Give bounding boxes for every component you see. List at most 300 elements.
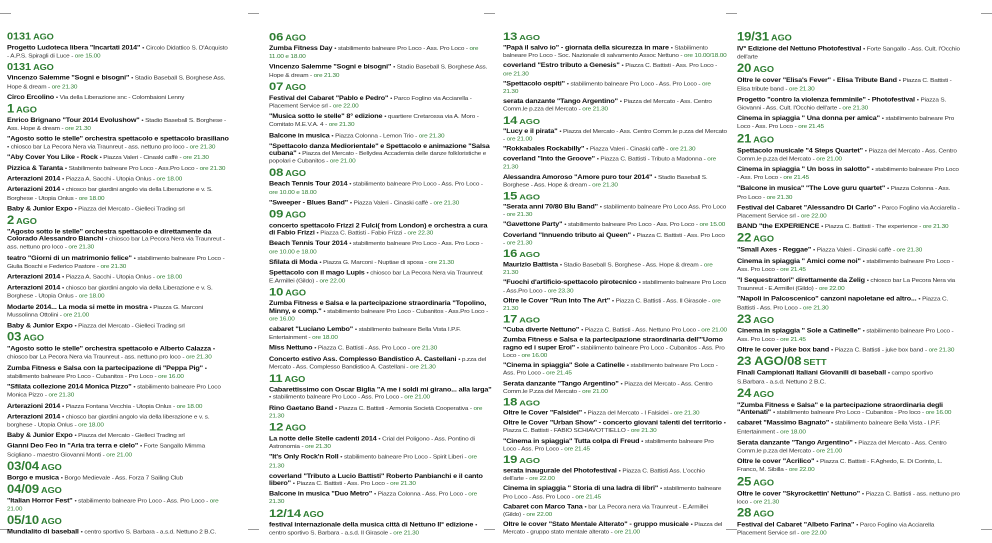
event-time: ore 21.45 [564, 446, 590, 453]
event-title: Pizzica & Taranta [7, 163, 64, 172]
event-time: ore 21.30 [100, 263, 127, 270]
event-item [7, 94, 231, 102]
event-separator: - [323, 122, 329, 129]
event-time: ore 21.30 [183, 154, 209, 161]
event-time: ore 10.00 e 18.00 [269, 248, 317, 255]
event-separator: - [678, 52, 685, 59]
event-time: ore 21.00 [7, 498, 219, 513]
event-item [269, 222, 493, 237]
date-heading [503, 247, 727, 260]
event-separator: - [151, 274, 157, 281]
date-day: 21 [737, 131, 752, 145]
date-day: 05/10 [7, 513, 40, 527]
event-detail: Piazza del Mercato - gruppo stato mentale alterato [503, 522, 723, 536]
event-title: "Cinema in spiaggia" Tutta colpa di Freud [503, 436, 640, 445]
crop-mark-top-left-1 [0, 13, 11, 14]
event-separator: • [854, 439, 859, 446]
event-time: ore 22.00 [526, 511, 553, 518]
event-detail: Piazza Valeri - Cinaski caffè [589, 146, 665, 153]
event-time: ore 23.30 [547, 287, 574, 294]
event-time: ore 18.00 [176, 403, 203, 410]
event-item [269, 181, 493, 197]
event-separator: • [670, 45, 675, 51]
event-title: Zumba Fitness e Salsa e la partecipazione straordinaria dell'"Uomo ragno ed i super Eroi" [503, 336, 723, 351]
event-separator: • [618, 468, 623, 475]
event-item [7, 432, 231, 440]
date-heading [269, 371, 493, 385]
event-item [737, 96, 961, 112]
event-time: ore 21.00 [329, 158, 356, 165]
event-separator: • [212, 346, 215, 353]
event-separator: - [797, 304, 803, 312]
event-title: Oltre le Cover "Run Into The Art" [503, 296, 611, 304]
event-separator: - [774, 266, 781, 273]
event-item [7, 175, 231, 183]
crop-mark-top-left-2 [248, 13, 259, 14]
date-heading [737, 474, 961, 488]
date-day: 24 [737, 386, 752, 400]
event-detail: stabilimento balneare Pro Loco - Ass. Pro Loco [337, 45, 465, 52]
event-item [503, 204, 727, 219]
date-month: AGO [753, 65, 774, 75]
event-item [503, 503, 727, 518]
event-detail: Piazza del Mercato - Bellydea Accademia delle danze folkloristiche e popolari e Cubanitos [269, 150, 487, 165]
event-time: ore 16.00 [269, 316, 295, 323]
date-month: AGO [753, 135, 774, 144]
event-title: Cabarettissimo con Oscar Biglia "A me i soldi mi girano... alla larga" [269, 385, 492, 394]
event-separator: - [795, 213, 801, 220]
event-separator: - [324, 158, 330, 165]
event-title: Cinema in spiaggia " Amici come noi" [737, 256, 861, 265]
event-separator: • [142, 45, 146, 52]
event-title: Miss Nettuno [269, 343, 313, 352]
event-detail: Parco Foglino via Acciarella Placement Service srl [737, 521, 935, 537]
event-time: ore 21.00 [816, 155, 842, 163]
event-time: ore 21.30 [185, 354, 212, 361]
event-item [737, 223, 961, 231]
event-separator: - [795, 530, 801, 537]
event-title: "Small Axes - Reggae" [737, 245, 812, 254]
event-title: Arterazioni 2014 [7, 412, 61, 421]
event-item [737, 401, 961, 417]
date-heading [7, 513, 231, 527]
event-separator: • [641, 438, 645, 445]
event-title: Cinema in spiaggia " Una donna per amica" [737, 114, 880, 123]
event-item [503, 485, 727, 500]
event-title: "Cinema in spiaggia" Sole a Catinelle [503, 361, 625, 369]
event-detail: p.zza del Mercato - Ass. Complesso Bandistico A. Castellani [269, 356, 487, 371]
event-item [7, 402, 231, 410]
date-month: AGO [285, 33, 306, 43]
event-separator: - [523, 475, 530, 482]
event-detail: stabilimento balneare Pro Loco - Ass. Pro Loco [503, 362, 718, 377]
event-separator: • [638, 280, 643, 286]
event-title: Baby & Junior Expo [7, 321, 73, 330]
date-day: 19/31 [737, 30, 770, 44]
date-day: 03 [7, 330, 22, 344]
event-title: coverland "Estro tributo a Genesis" [503, 61, 620, 69]
event-separator: - [558, 446, 565, 453]
event-separator: - [306, 334, 313, 342]
date-day: 23 AGO/08 [737, 354, 802, 368]
date-month: AGO [519, 33, 540, 42]
event-time: ore 21.30 [189, 143, 216, 151]
event-title: Arterazioni 2014 [7, 401, 61, 410]
crop-mark-top-right-1 [726, 13, 737, 14]
event-detail: stabilimento balneare Bella Vista - I.P.F. Entertainment [737, 420, 941, 435]
event-separator: • [74, 205, 79, 213]
event-separator: • [62, 176, 66, 183]
event-title: Circo Ercolino [7, 92, 55, 101]
event-item [7, 44, 231, 60]
event-time: ore 21.45 [780, 336, 806, 343]
event-time: ore 21.30 [269, 404, 483, 420]
event-item [7, 474, 231, 482]
event-title: Beach Tennis Tour 2014 [269, 179, 348, 188]
event-item [7, 529, 231, 537]
event-detail: stabilimento balneare Pro Loco - Cubanitos - Ass.Pro Loco [327, 308, 485, 315]
event-separator: • [626, 362, 631, 369]
event-title: serata danzante "Tango Argentino" [503, 97, 618, 105]
event-item [7, 75, 231, 91]
event-separator: - [577, 106, 583, 113]
event-separator: • [559, 128, 564, 135]
event-title: Concerto estivo Ass. Complesso Bandistico A. Castellani [269, 354, 457, 363]
event-title: Borgo e musica [7, 473, 59, 482]
event-title: Spettacolo con il mago Lupis [269, 268, 365, 277]
event-item [737, 489, 961, 505]
event-separator: - [299, 443, 306, 451]
event-item [503, 362, 727, 377]
date-day: 10 [269, 285, 284, 299]
event-title: "Spettacolo ospiti" [503, 79, 565, 87]
event-separator: - [774, 336, 781, 343]
date-day: 0131 [7, 62, 32, 73]
event-time: ore 18.00 [156, 176, 183, 183]
event-detail: Piazza C. Battisti - Ass. Nettuno Pro Loco [584, 327, 697, 334]
event-item [503, 279, 727, 294]
event-item [269, 345, 493, 353]
event-separator: • [393, 64, 397, 71]
event-separator: - [204, 498, 210, 505]
event-detail: Piazza A. Sacchi - Utopia Onlus [65, 176, 152, 183]
event-separator: • [62, 187, 66, 194]
event-item [503, 232, 727, 247]
event-separator: - [516, 352, 522, 359]
event-time: ore 21.30 [313, 72, 340, 79]
event-item [503, 146, 727, 154]
event-separator: • [62, 274, 66, 281]
date-heading [503, 395, 727, 408]
event-title: "Gavettone Party" [503, 220, 563, 229]
event-title: Arterazioni 2014 [7, 283, 61, 292]
event-detail: Piazza C. Battisti - F.Aghedo, E. Di Corinto, L. Franco, M. Sibilla [737, 458, 943, 474]
event-separator: • [584, 504, 589, 510]
date-day: 12/14 [269, 506, 302, 520]
event-detail: chiosco bar giardini angolo via della Liberazione e v. S. Borghese - Utopia Onlus [7, 285, 213, 300]
event-item [737, 458, 961, 474]
event-detail: Piazza C. Battisti - Ass. Pro Loco [317, 345, 407, 352]
event-item [7, 322, 231, 330]
event-separator: - [811, 447, 817, 455]
event-title: "Zumba Fitness e Salsa" e la partecipazione straordinaria degli "Antenati" [737, 400, 943, 416]
event-title: Zumba Fitness e Salsa e la partecipazione straordinaria "Topolino, Minny, e comp." [269, 299, 487, 315]
event-separator: • [74, 432, 79, 439]
event-time: ore 21.30 [506, 212, 533, 218]
event-title: Coverland "Innuendo tributo ai Queen" [503, 230, 631, 239]
event-item [7, 383, 231, 399]
event-separator: - [58, 312, 64, 319]
event-time: ore 22.00 [332, 103, 359, 110]
event-title: Oltre le cover "Acrilico" [737, 456, 815, 465]
event-title: Enrico Brignano "Tour 2014 Evolushow" [7, 115, 140, 124]
date-day: 13 [503, 30, 518, 43]
event-time: ore 21.30 [411, 345, 438, 352]
event-title: "Lucy e il pirata" [503, 126, 558, 135]
event-time: ore 21.00 [701, 327, 727, 334]
event-detail: Stadio Baseball S. Borghese - Ass. Hope & dream [7, 117, 227, 132]
event-detail: Stadio Baseball S. Borghese - Ass. Hope & dream [563, 262, 699, 269]
event-separator: - [184, 143, 190, 151]
event-detail: Borgo Medievale - Ass. Forza 7 Sailing Club [64, 474, 183, 482]
event-separator: - [503, 136, 507, 143]
event-time: ore 21.30 [922, 224, 949, 231]
event-separator: • [916, 96, 921, 104]
event-separator: - [783, 466, 789, 474]
event-item [269, 300, 493, 323]
event-time: ore 21.30 [592, 182, 618, 189]
event-time: ore 21.00 [63, 312, 90, 319]
event-item [503, 297, 727, 312]
event-separator: - [406, 345, 412, 352]
event-separator: • [887, 370, 892, 377]
event-detail: stabilimento balneare Pro Loco - Ass. Pro Loco [737, 328, 954, 343]
event-separator: - [542, 287, 548, 294]
event-detail: chiosco bar giardini angolo via della liberazione e v. s. borghese - Utopia Onlus [7, 413, 210, 429]
date-month: AGO [519, 456, 540, 465]
date-day: 11 [269, 371, 283, 385]
event-time: ore 21.30 [433, 200, 460, 207]
event-time: ore 18.00 [78, 293, 105, 300]
event-time: ore 10.00/18.00 [684, 52, 727, 59]
date-month: AGO [303, 509, 324, 519]
event-separator: • [887, 185, 891, 193]
event-separator: • [566, 80, 571, 87]
event-separator: • [856, 521, 860, 529]
event-detail: stabilimento balneare Pro Loco - Ass. Pro Loco [352, 240, 480, 247]
date-heading [737, 231, 961, 245]
event-separator: - [778, 174, 784, 182]
event-time: ore 18.00 [312, 334, 338, 342]
event-time: ore 22.00 [818, 285, 845, 292]
event-separator: • [133, 384, 138, 391]
event-separator: • [314, 345, 318, 352]
event-detail: stabilimento balneare Pro Loco - Ass. Pro Loco [737, 166, 959, 182]
event-detail: stabilimento balneare Pro Loco Monica Pizzo [7, 384, 221, 399]
event-title: Finali Campionati Italiani Giovanili di baseball [737, 368, 886, 377]
event-separator: • [611, 298, 616, 304]
event-title: Festival del Cabaret "Albeto Farina" [737, 520, 855, 529]
event-separator: • [7, 143, 11, 151]
date-day: 18 [503, 395, 518, 408]
event-detail: Piazza del Mercato - Gielleci Trading srl [78, 323, 185, 330]
event-item [7, 364, 231, 380]
event-separator: - [152, 373, 159, 380]
date-month: AGO [753, 315, 774, 325]
date-day: 16 [503, 247, 518, 260]
event-title: "I Sequestrattori" direttamente da Zelig [737, 275, 865, 284]
event-detail: Piazza C. Battisti Ass. L'occhio dell'arte [503, 468, 705, 482]
event-separator: - [570, 493, 576, 500]
event-detail: Piazza del Mercato - Gielleci Trading srl [78, 432, 185, 439]
event-time: ore 21.00 [404, 394, 430, 401]
event-item [503, 327, 727, 335]
event-item [737, 277, 961, 293]
event-detail: chiosco bar La Pecora Nera via Traunreut - ass. nettuno pro loco [7, 236, 225, 251]
event-item [737, 521, 961, 537]
event-separator: - [713, 63, 718, 69]
event-title: "It's Only Rock'n Roll [269, 452, 339, 461]
date-month: SETT [803, 358, 827, 368]
event-separator: • [62, 285, 66, 292]
event-time: ore 18.00 [78, 195, 105, 202]
event-separator: - [384, 480, 391, 487]
event-separator: - [694, 222, 700, 229]
event-title: "Balcone in musica" "The Love guru quartet" [737, 183, 886, 193]
event-item [737, 204, 961, 220]
event-separator: - [308, 72, 314, 79]
event-detail: chiosco bar giardini angolo via della Liberazione e v. S. Borghese - Utopia Onlus [7, 187, 213, 202]
event-title: "Papà il salvo io" - giornata della sicurezza in mare [503, 43, 669, 51]
event-detail: Piazza G. Marconi Mussolinna Ottolini [7, 304, 203, 319]
event-title: Vincenzo Salemme "Sogni e bisogni" [269, 62, 392, 71]
date-day: 19 [503, 453, 518, 466]
event-detail: stabilimento balneare Pro Loco - Ass. Pro Loco [272, 394, 400, 401]
date-month: AGO [285, 423, 306, 433]
event-separator: • [349, 200, 354, 207]
event-separator: - [413, 132, 419, 139]
date-day: 07 [269, 79, 284, 93]
event-separator: • [319, 259, 324, 266]
event-time: ore 22.30 [407, 230, 434, 237]
crop-mark-bottom-right-2 [981, 529, 992, 530]
event-detail: Piazza del Mercato - Ass. Centro Comm.le P.zza del Mercato [503, 380, 713, 395]
event-time: ore 21.45 [546, 370, 572, 377]
event-item [737, 247, 961, 255]
event-item [503, 380, 727, 395]
event-separator: - [837, 105, 843, 112]
date-day: 17 [503, 312, 518, 326]
event-item [7, 413, 231, 429]
event-item [269, 199, 493, 207]
date-month: AGO [285, 210, 306, 220]
event-title: Serata danzante "Tango Argentino" [737, 437, 853, 446]
event-separator: - [180, 354, 186, 361]
event-detail: centro sportivo S. Barbara - a.s.d. Il Girasole [269, 529, 389, 537]
event-detail: Piazza C. Battisti - juke box band [834, 347, 924, 354]
event-detail: Piazza Fontana Vecchia - Utopia Onlus [65, 403, 172, 410]
event-separator: • [335, 404, 339, 412]
event-separator: • [323, 308, 328, 315]
event-time: ore 21.30 [393, 529, 419, 537]
event-separator: - [327, 103, 333, 110]
event-separator: • [871, 166, 876, 173]
event-time: ore 16.00 [158, 373, 184, 380]
event-title: Mundialito di baseball [7, 527, 79, 536]
event-separator: • [349, 240, 353, 247]
event-item [503, 521, 727, 536]
event-item [269, 240, 493, 256]
event-separator: - [625, 428, 631, 435]
event-item [737, 257, 961, 273]
date-heading [269, 79, 493, 93]
event-separator: • [632, 232, 637, 239]
event-separator: • [620, 380, 625, 387]
event-detail: Piazza C. Battisti - FABIO SCHIAVOTTIELLO [503, 428, 626, 435]
event-detail: Stadio Baseball S. Borghese - Ass. Hope & dream [503, 174, 708, 189]
event-separator: - [706, 298, 712, 304]
crop-mark-bottom-right-1 [726, 529, 737, 530]
event-item [7, 497, 231, 513]
calendar-column-1 [7, 30, 231, 537]
event-time: ore 21.30 [582, 106, 608, 113]
date-month: AGO [753, 234, 774, 244]
date-month: AGO [753, 509, 774, 519]
date-heading [7, 213, 231, 227]
date-month: AGO [16, 216, 37, 226]
event-time: ore 21.45 [575, 493, 601, 500]
event-time: ore 21.30 [418, 132, 445, 139]
event-time: ore 18.00 [780, 428, 806, 435]
event-item [7, 303, 231, 319]
event-detail: Piazza G. Marconi - Nuptiae di sposa [323, 259, 424, 266]
event-time: ore 21.30 [673, 410, 700, 417]
event-separator: • [918, 296, 923, 303]
date-heading [7, 458, 231, 473]
event-detail: Piazza Colonna - Ass. Pro Loco [377, 491, 464, 498]
event-detail: Piazza del Mercato - Gielleci Trading srl [78, 205, 185, 213]
event-separator: - [503, 240, 507, 247]
crop-mark-top-mid [484, 13, 495, 14]
event-title: Zumba Fitness e Salsa con la partecipazione di "Peppa Pig" [7, 363, 203, 372]
event-detail: stabilimento balneare Pro Loco - Ass. Pro Loco [567, 222, 695, 229]
event-separator: - [664, 146, 670, 153]
date-day: 25 [737, 474, 752, 488]
event-item [7, 345, 231, 361]
event-time: ore 16.00 [925, 409, 952, 416]
event-separator: • [390, 95, 394, 102]
event-separator: • [354, 326, 359, 333]
event-separator: - [701, 156, 708, 163]
event-item [269, 94, 493, 110]
event-title: "Serata anni 70/80 Blu Band" [503, 202, 598, 211]
event-time: ore 21.30 [269, 491, 478, 506]
event-separator: - [428, 200, 434, 207]
event-detail: Piazza C. Battisti - Ass. Pro Loco [737, 296, 949, 312]
date-day: 12 [269, 420, 284, 434]
event-separator: • [62, 403, 66, 410]
event-item [737, 296, 961, 312]
date-month: AGO [285, 288, 306, 298]
event-title: Balcone in musica [269, 130, 330, 139]
event-item [269, 326, 493, 342]
event-separator: - [479, 181, 483, 188]
event-item [503, 420, 727, 435]
event-time: ore 21.00 [506, 136, 533, 143]
event-time: ore 10.00 e 18.00 [269, 189, 317, 196]
event-title: festival internazionale della musica città di Nettuno II° edizione [269, 520, 474, 529]
event-separator: • [619, 98, 624, 105]
